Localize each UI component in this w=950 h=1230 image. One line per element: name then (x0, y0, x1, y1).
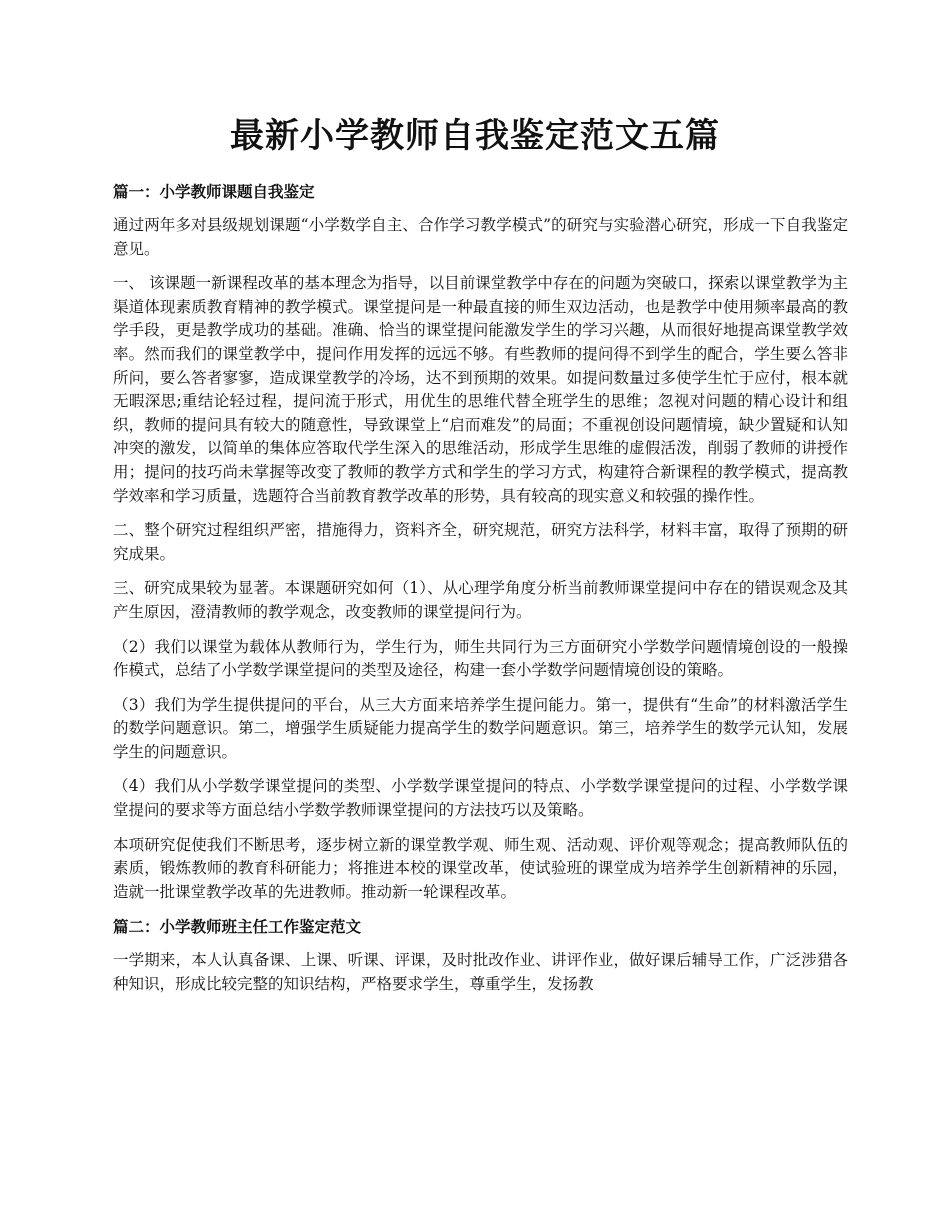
section-1-paragraph-8: 本项研究促使我们不断思考，逐步树立新的课堂教学观、师生观、活动观、评价观等观念；提高教师队伍的素质，锻炼教师的教育科研能力；将推进本校的课堂改革，使试验班的课堂成为培养学生创新精神的乐园，造就一批课堂教学改革的先进教师。推动新一轮课程改革。 (113, 835, 848, 901)
section-2 (113, 915, 848, 996)
section-1-paragraph-1: 通过两年多对县级规划课题“小学数学自主、合作学习教学模式”的研究与实验潜心研究，形成一下自我鉴定意见。 (113, 216, 848, 258)
section-1-paragraph-3: 二、整个研究过程组织严密，措施得力，资料齐全，研究规范，研究方法科学，材料丰富，取得了预期的研究成果。 (113, 521, 848, 563)
section-1-paragraph-4: 三、研究成果较为显著。本课题研究如何（1）、从心理学角度分析当前教师课堂提问中存在的错误观念及其产生原因，澄清教师的教学观念，改变教师的课堂提问行为。 (113, 579, 848, 621)
page-title: 最新小学教师自我鉴定范文五篇 (230, 116, 720, 156)
section-1-paragraph-6: （3）我们为学生提供提问的平台，从三大方面来培养学生提问能力。第一，提供有“生命”的材料激活学生的数学问题意识。第二，增强学生质疑能力提高学生的数学问题意识。第三，培养学生的数学元认知，发展学生的问题意识。 (113, 695, 848, 761)
section-1 (113, 180, 848, 904)
section-1-paragraph-7: （4）我们从小学数学课堂提问的类型、小学数学课堂提问的特点、小学数学课堂提问的过程、小学数学课堂提问的要求等方面总结小学数学教师课堂提问的方法技巧以及策略。 (113, 777, 848, 820)
section-1-heading: 篇一：小学教师课题自我鉴定 (113, 182, 315, 201)
section-2-paragraph-1: 一学期来，本人认真备课、上课、听课、评课，及时批改作业、讲评作业，做好课后辅导工作，广泛涉猎各种知识，形成比较完整的知识结构，严格要求学生，尊重学生，发扬教 (113, 951, 848, 994)
section-1-paragraph-5: （2）我们以课堂为载体从教师行为，学生行为，师生共同行为三方面研究小学数学问题情境创设的一般操作模式，总结了小学数学课堂提问的类型及途径，构建一套小学数学问题情境创设的策略。 (113, 637, 848, 680)
section-1-paragraph-2: 一、 该课题一新课程改革的基本理念为指导，以目前课堂教学中存在的问题为突破口，探索以课堂教学为主渠道体现素质教育精神的教学模式。课堂提问是一种最直接的师生双边活动，也是教学中使用频率最高的教学手段，更是教学成功的基础。准确、恰当的课堂提问能激发学生的学习兴趣，从而很好地提高课堂教学效率。然而我们的课堂教学中，提问作用发挥的远远不够。有些教师的提问得不到学生的配合，学生要么答非所问，要么答者寥寥，造成课堂教学的冷场，达不到预期的效果。如提问数量过多使学生忙于应付，根本就无暇深思;重结论轻过程，提问流于形式，用优生的思维代替全班学生的思维；忽视对问题的精心设计和组织，教师的提问具有较大的随意性，导致课堂上“启而难发”的局面；不重视创设问题情境，缺少置疑和认知冲突的激发，以简单的集体应答取代学生深入的思维活动，形成学生思维的虚假活泼，削弱了教师的讲授作用；提问的技巧尚未掌握等改变了教师的教学方式和学生的学习方式，构建符合新课程的教学模式，提高教学效率和学习质量，选题符合当前教育教学改革的形势，具有较高的现实意义和较强的操作性。 (113, 274, 848, 505)
section-2-heading: 篇二：小学教师班主任工作鉴定范文 (113, 917, 362, 937)
document-body (113, 180, 848, 1008)
